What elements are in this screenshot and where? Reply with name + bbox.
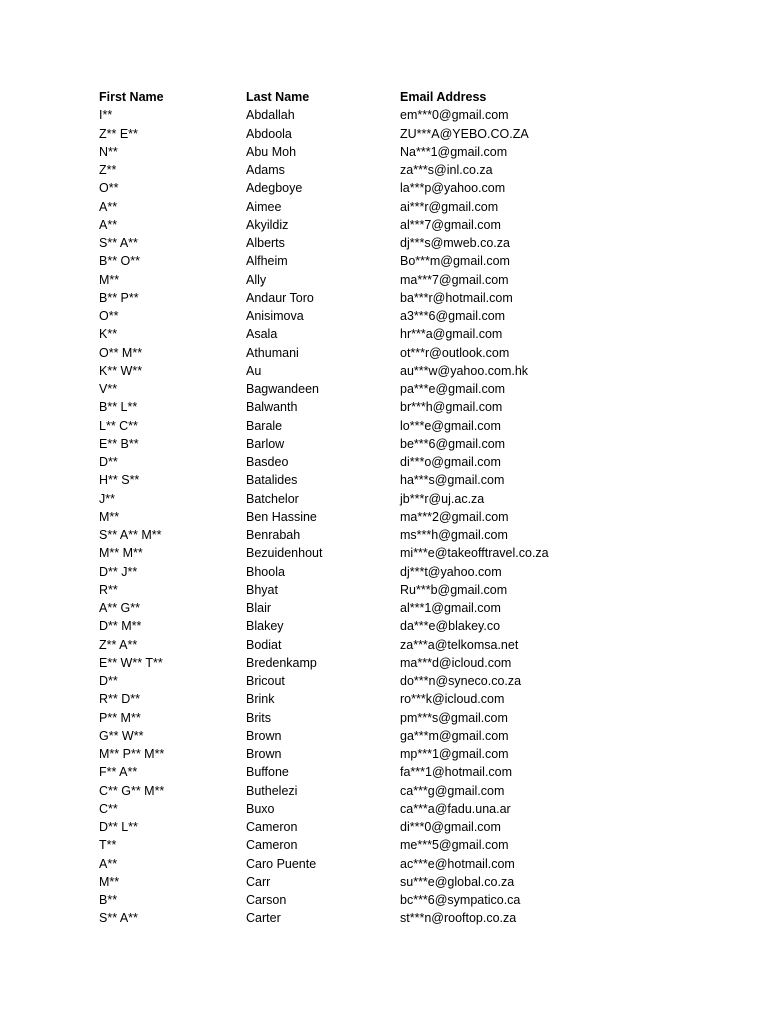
table-row — [98, 490, 629, 508]
first-name-cell: I** — [99, 108, 113, 123]
last-name-cell: Brown — [246, 747, 282, 761]
last-name-cell: Carter — [246, 911, 281, 926]
last-name-cell: Athumani — [246, 345, 299, 360]
first-name-cell: G** W** — [99, 728, 144, 743]
last-name-cell: Aimee — [246, 199, 282, 214]
first-name-cell: T** — [99, 838, 117, 853]
email-cell: fa***1@hotmail.com — [400, 765, 513, 780]
email-cell: Bo***m@gmail.com — [400, 254, 510, 269]
email-cell: za***a@telkomsa.net — [400, 637, 519, 652]
first-name-cell: N** — [99, 144, 118, 159]
table-row — [98, 526, 629, 544]
last-name-cell: Alberts — [246, 236, 285, 250]
first-name-cell: B** P** — [99, 290, 139, 305]
first-name-cell: B** L** — [99, 400, 138, 415]
last-name-cell: Caro Puente — [246, 856, 317, 871]
first-name-cell: O** M** — [99, 345, 143, 360]
email-cell: Na***1@gmail.com — [400, 144, 508, 159]
last-name-cell: Blair — [246, 601, 272, 615]
table-row — [98, 763, 629, 781]
email-cell: Ru***b@gmail.com — [400, 582, 508, 597]
first-name-cell: Z** A** — [99, 637, 138, 652]
table-row — [98, 599, 629, 617]
table-row — [98, 362, 629, 380]
table-row — [98, 836, 629, 854]
column-header-email-address: Email Address — [400, 90, 487, 104]
first-name-cell: M** — [99, 272, 120, 287]
email-cell: su***e@global.co.za — [400, 874, 515, 889]
first-name-cell: K** — [99, 327, 118, 342]
table-row — [98, 690, 629, 708]
table-row — [98, 252, 629, 270]
email-cell: ma***7@gmail.com — [400, 272, 509, 287]
first-name-cell: D** J** — [99, 564, 138, 579]
email-cell: dj***t@yahoo.com — [400, 564, 502, 579]
last-name-cell: Adams — [246, 163, 285, 177]
table-row — [98, 544, 629, 562]
first-name-cell: E** B** — [99, 436, 139, 451]
email-cell: au***w@yahoo.com.hk — [400, 363, 529, 378]
table-row — [98, 417, 629, 435]
table-row — [98, 617, 629, 635]
first-name-cell: D** L** — [99, 820, 138, 834]
email-cell: ca***a@fadu.una.ar — [400, 801, 511, 816]
column-header-last-name: Last Name — [246, 90, 310, 104]
email-cell: pm***s@gmail.com — [400, 710, 508, 725]
table-row — [98, 271, 629, 289]
email-cell: dj***s@mweb.co.za — [400, 236, 510, 250]
last-name-cell: Batalides — [246, 473, 298, 488]
email-cell: st***n@rooftop.co.za — [400, 911, 517, 926]
email-cell: me***5@gmail.com — [400, 838, 509, 853]
email-cell: ha***s@gmail.com — [400, 473, 505, 488]
email-cell: da***e@blakey.co — [400, 619, 501, 634]
first-name-cell: P** M** — [99, 710, 141, 725]
email-cell: pa***e@gmail.com — [400, 382, 506, 396]
table-row — [98, 800, 629, 818]
first-name-cell: E** W** T** — [99, 655, 163, 670]
table-row — [98, 909, 629, 927]
last-name-cell: Buffone — [246, 765, 289, 780]
table-row — [98, 727, 629, 745]
first-name-cell: M** M** — [99, 546, 143, 561]
table-row — [98, 179, 629, 197]
first-name-cell: K** W** — [99, 363, 143, 378]
table-row — [98, 106, 629, 124]
table-row — [98, 709, 629, 727]
email-cell: bc***6@sympatico.ca — [400, 893, 521, 907]
table-row — [98, 563, 629, 581]
table-row — [98, 125, 629, 143]
email-cell: di***0@gmail.com — [400, 820, 501, 834]
first-name-cell: B** — [99, 893, 118, 907]
last-name-cell: Basdeo — [246, 455, 289, 469]
email-cell: ro***k@icloud.com — [400, 692, 505, 707]
last-name-cell: Au — [246, 363, 262, 378]
email-cell: ai***r@gmail.com — [400, 199, 499, 214]
last-name-cell: Ben Hassine — [246, 509, 317, 524]
email-cell: be***6@gmail.com — [400, 436, 506, 451]
email-cell: ot***r@outlook.com — [400, 345, 510, 360]
first-name-cell: Z** E** — [99, 126, 138, 141]
last-name-cell: Benrabah — [246, 528, 301, 542]
table-row — [98, 782, 629, 800]
first-name-cell: M** — [99, 874, 120, 889]
first-name-cell: B** O** — [99, 254, 140, 269]
last-name-cell: Bagwandeen — [246, 382, 319, 396]
last-name-cell: Anisimova — [246, 309, 304, 323]
last-name-cell: Brits — [246, 710, 271, 725]
last-name-cell: Cameron — [246, 838, 298, 853]
table-row — [98, 636, 629, 654]
first-name-cell: C** — [99, 801, 118, 816]
email-cell: em***0@gmail.com — [400, 108, 509, 123]
table-row — [98, 325, 629, 343]
email-cell: mi***e@takeofftravel.co.za — [400, 546, 549, 561]
table-row — [98, 672, 629, 690]
first-name-cell: R** — [99, 582, 118, 597]
first-name-cell: C** G** M** — [99, 783, 165, 798]
last-name-cell: Barale — [246, 418, 283, 433]
last-name-cell: Bhoola — [246, 564, 285, 579]
email-cell: a3***6@gmail.com — [400, 309, 506, 323]
email-cell: ga***m@gmail.com — [400, 728, 509, 743]
table-row — [98, 435, 629, 453]
table-row — [98, 471, 629, 489]
first-name-cell: L** C** — [99, 418, 138, 433]
first-name-cell: S** A** — [99, 236, 138, 250]
table-row — [98, 453, 629, 471]
table-row — [98, 234, 629, 252]
last-name-cell: Carson — [246, 893, 287, 907]
last-name-cell: Carr — [246, 874, 271, 889]
email-cell: ms***h@gmail.com — [400, 528, 508, 542]
last-name-cell: Andaur Toro — [246, 290, 314, 305]
last-name-cell: Alfheim — [246, 254, 288, 269]
email-cell: al***7@gmail.com — [400, 217, 501, 232]
table-body — [98, 106, 629, 927]
last-name-cell: Abu Moh — [246, 144, 297, 159]
last-name-cell: Bricout — [246, 674, 285, 688]
email-cell: di***o@gmail.com — [400, 455, 501, 469]
email-cell: al***1@gmail.com — [400, 601, 501, 615]
table-row — [98, 654, 629, 672]
table-row — [98, 818, 629, 836]
column-header-first-name: First Name — [99, 90, 164, 104]
first-name-cell: V** — [99, 382, 118, 396]
table-row — [98, 143, 629, 161]
last-name-cell: Akyildiz — [246, 217, 289, 232]
table-row — [98, 216, 629, 234]
table-header-row — [98, 88, 629, 106]
first-name-cell: O** — [99, 181, 119, 196]
email-cell: ca***g@gmail.com — [400, 783, 505, 798]
table-row — [98, 289, 629, 307]
email-cell: do***n@syneco.co.za — [400, 674, 522, 688]
first-name-cell: F** A** — [99, 765, 138, 780]
last-name-cell: Brink — [246, 692, 275, 707]
first-name-cell: A** — [99, 856, 118, 871]
first-name-cell: A** G** — [99, 601, 140, 615]
table-row — [98, 161, 629, 179]
email-cell: ma***2@gmail.com — [400, 509, 509, 524]
first-name-cell: A** — [99, 217, 118, 232]
first-name-cell: O** — [99, 309, 119, 323]
first-name-cell: D** — [99, 455, 118, 469]
first-name-cell: M** — [99, 509, 120, 524]
first-name-cell: H** S** — [99, 473, 140, 488]
last-name-cell: Bhyat — [246, 582, 278, 597]
last-name-cell: Batchelor — [246, 491, 299, 506]
table-row — [98, 398, 629, 416]
email-cell: hr***a@gmail.com — [400, 327, 503, 342]
first-name-cell: S** A** — [99, 911, 138, 926]
last-name-cell: Bodiat — [246, 637, 282, 652]
email-cell: mp***1@gmail.com — [400, 747, 509, 761]
first-name-cell: D** — [99, 674, 118, 688]
first-name-cell: S** A** M** — [99, 528, 162, 542]
table-row — [98, 380, 629, 398]
table-row — [98, 508, 629, 526]
email-cell: ac***e@hotmail.com — [400, 856, 515, 871]
last-name-cell: Abdallah — [246, 108, 295, 123]
email-cell: ma***d@icloud.com — [400, 655, 512, 670]
table-row — [98, 198, 629, 216]
last-name-cell: Cameron — [246, 820, 298, 834]
email-cell: za***s@inl.co.za — [400, 163, 493, 177]
first-name-cell: Z** — [99, 163, 117, 177]
table-row — [98, 855, 629, 873]
first-name-cell: J** — [99, 491, 115, 506]
table-row — [98, 873, 629, 891]
table-row — [98, 745, 629, 763]
table-row — [98, 307, 629, 325]
email-cell: br***h@gmail.com — [400, 400, 503, 415]
last-name-cell: Buthelezi — [246, 783, 298, 798]
email-cell: ZU***A@YEBO.CO.ZA — [400, 126, 529, 141]
table-row — [98, 891, 629, 909]
last-name-cell: Buxo — [246, 801, 275, 816]
last-name-cell: Barlow — [246, 436, 285, 451]
email-cell: ba***r@hotmail.com — [400, 290, 513, 305]
table-row — [98, 581, 629, 599]
email-cell: lo***e@gmail.com — [400, 418, 501, 433]
first-name-cell: R** D** — [99, 692, 140, 707]
last-name-cell: Balwanth — [246, 400, 298, 415]
first-name-cell: M** P** M** — [99, 747, 165, 761]
last-name-cell: Abdoola — [246, 126, 292, 141]
last-name-cell: Adegboye — [246, 181, 303, 196]
first-name-cell: A** — [99, 199, 118, 214]
table-row — [98, 344, 629, 362]
email-cell: la***p@yahoo.com — [400, 181, 506, 196]
contacts-table — [98, 88, 629, 928]
first-name-cell: D** M** — [99, 619, 142, 634]
last-name-cell: Brown — [246, 728, 282, 743]
last-name-cell: Asala — [246, 327, 278, 342]
last-name-cell: Bezuidenhout — [246, 546, 323, 561]
last-name-cell: Bredenkamp — [246, 655, 317, 670]
last-name-cell: Ally — [246, 272, 267, 287]
email-cell: jb***r@uj.ac.za — [400, 491, 485, 506]
last-name-cell: Blakey — [246, 619, 284, 634]
